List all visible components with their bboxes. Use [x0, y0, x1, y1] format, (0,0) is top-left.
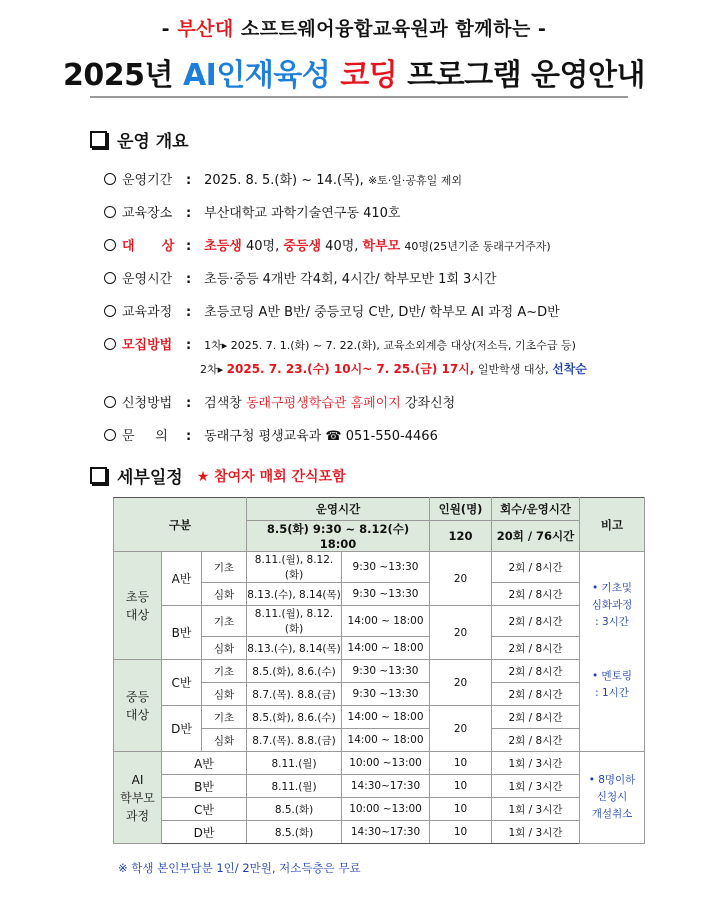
schedule-table — [113, 497, 645, 844]
remark-parent: • 8명이하 신청시 개설취소 — [580, 752, 645, 844]
table-row — [114, 798, 645, 821]
target-elementary: 초등생 — [204, 239, 242, 254]
checkbox-square-icon — [90, 467, 107, 484]
sessions-cell: 1회 / 3시간 — [492, 775, 580, 798]
dates-cell: 8.5.(화) — [247, 798, 342, 821]
people-cell: 20 — [430, 706, 492, 752]
people-cell: 20 — [430, 660, 492, 706]
sessions-cell: 2회 / 8시간 — [492, 606, 580, 637]
class-cell: B반 — [162, 606, 202, 660]
dates-cell: 8.5.(화), 8.6.(수) — [247, 706, 342, 729]
header-sessions: 회수/운영시간 — [492, 498, 580, 521]
dates-cell: 8.7.(목). 8.8.(금) — [247, 729, 342, 752]
time-cell: 10:00 ~13:00 — [342, 798, 430, 821]
header-category: 구분 — [114, 498, 247, 552]
schedule-heading — [90, 463, 346, 488]
dates-cell: 8.5.(화), 8.6.(수) — [247, 660, 342, 683]
people-cell: 20 — [430, 552, 492, 606]
overview-time: 운영시간 : 초등·중등 4개반 각4회, 4시간/ 학부모반 1회 3시간 — [104, 268, 496, 287]
label: 교육장소 — [122, 206, 173, 221]
footnote: ※ 학생 본인부담분 1인/ 2만원, 저소득층은 무료 — [118, 861, 361, 875]
level-cell: 기초 — [202, 606, 247, 637]
overview-apply: 신청방법 : 검색창 동래구평생학습관 홈페이지 강좌신청 — [104, 392, 455, 411]
subtitle-university: 부산대 — [177, 18, 234, 40]
table-row — [114, 752, 645, 775]
table-row — [114, 706, 645, 729]
bullet-circle-icon — [104, 206, 116, 218]
group-elementary: 초등 대상 — [114, 552, 162, 660]
header-sessions-total: 20회 / 76시간 — [492, 521, 580, 552]
value: 2025. 8. 5.(화) ~ 14.(목), — [204, 173, 364, 188]
time-cell: 9:30 ~13:30 — [342, 552, 430, 583]
level-cell: 기초 — [202, 660, 247, 683]
overview-target: 대 상 : 초등생 40명, 중등생 40명, 학부모 40명(25년기준 동래구거주자) — [104, 235, 551, 254]
people-cell: 10 — [430, 775, 492, 798]
target-parent: 학부모 — [362, 239, 401, 254]
time-cell: 9:30 ~13:30 — [342, 683, 430, 706]
class-cell: D반 — [162, 821, 247, 844]
time-cell: 14:00 ~ 18:00 — [342, 606, 430, 637]
sessions-cell: 2회 / 8시간 — [492, 683, 580, 706]
value: 초등코딩 A반 B반/ 중등코딩 C반, D반/ 학부모 AI 과정 A~D반 — [204, 305, 560, 320]
title-rest: 프로그램 운영안내 — [407, 58, 645, 93]
checkbox-square-icon — [90, 131, 107, 148]
time-cell: 14:30~17:30 — [342, 775, 430, 798]
time-cell: 14:00 ~ 18:00 — [342, 706, 430, 729]
overview-heading — [90, 127, 189, 152]
class-cell: C반 — [162, 660, 202, 706]
title-ai: AI인재육성 — [182, 58, 331, 93]
overview-heading-text: 운영 개요 — [117, 132, 189, 152]
time-cell: 9:30 ~13:30 — [342, 660, 430, 683]
class-cell: B반 — [162, 775, 247, 798]
bullet-circle-icon — [104, 173, 116, 185]
level-cell: 심화 — [202, 637, 247, 660]
bullet-circle-icon — [104, 396, 116, 408]
label: 운영시간 — [122, 272, 173, 287]
dates-cell: 8.11.(월) — [247, 775, 342, 798]
sessions-cell: 1회 / 3시간 — [492, 752, 580, 775]
dates-cell: 8.13.(수), 8.14(목) — [247, 583, 342, 606]
time-cell: 14:30~17:30 — [342, 821, 430, 844]
schedule-heading-note: ★ 참여자 매회 간식포함 — [196, 468, 346, 485]
header-people: 인원(명) — [430, 498, 492, 521]
bullet-circle-icon — [104, 305, 116, 317]
overview-place: 교육장소 : 부산대학교 과학기술연구동 410호 — [104, 202, 400, 221]
header-time-range: 8.5(화) 9:30 ~ 8.12(수) 18:00 — [247, 521, 430, 552]
subtitle-text: 소프트웨어융합교육원과 함께하는 — [240, 18, 531, 40]
bullet-circle-icon — [104, 338, 116, 350]
time-cell: 14:00 ~ 18:00 — [342, 729, 430, 752]
value: 초등·중등 4개반 각4회, 4시간/ 학부모반 1회 3시간 — [204, 272, 497, 287]
target-middle: 중등생 — [283, 239, 322, 254]
title-year: 2025년 — [63, 58, 174, 93]
label: 대 상 — [122, 239, 175, 254]
apply-homepage: 동래구평생학습관 홈페이지 — [245, 396, 401, 411]
time-cell: 10:00 ~13:00 — [342, 752, 430, 775]
level-cell: 심화 — [202, 729, 247, 752]
level-cell: 심화 — [202, 683, 247, 706]
class-cell: A반 — [162, 552, 202, 606]
level-cell: 기초 — [202, 552, 247, 583]
overview-contact: 문 의 : 동래구청 평생교육과 ☎ 051-550-4466 — [104, 425, 438, 444]
dates-cell: 8.5.(화) — [247, 821, 342, 844]
dates-cell: 8.13.(수), 8.14(목) — [247, 637, 342, 660]
note: ※토·일·공휴일 제외 — [367, 174, 463, 187]
label: 신청방법 — [122, 396, 173, 411]
class-cell: D반 — [162, 706, 202, 752]
label: 문 의 — [122, 429, 168, 444]
sessions-cell: 2회 / 8시간 — [492, 552, 580, 583]
dates-cell: 8.11.(월), 8.12.(화) — [247, 606, 342, 637]
people-cell: 10 — [430, 798, 492, 821]
value: 동래구청 평생교육과 ☎ 051-550-4466 — [204, 429, 438, 444]
overview-course: 교육과정 : 초등코딩 A반 B반/ 중등코딩 C반, D반/ 학부모 AI 과정 A~D반 — [104, 301, 560, 320]
label: 교육과정 — [122, 305, 173, 320]
bullet-circle-icon — [104, 239, 116, 251]
dates-cell: 8.11.(월), 8.12.(화) — [247, 552, 342, 583]
sessions-cell: 2회 / 8시간 — [492, 583, 580, 606]
label: 모집방법 — [122, 338, 173, 353]
class-cell: C반 — [162, 798, 247, 821]
bullet-circle-icon — [104, 429, 116, 441]
table-row — [114, 660, 645, 683]
overview-period: 운영기간 : 2025. 8. 5.(화) ~ 14.(목), ※토·일·공휴일 제외 — [104, 169, 462, 188]
dates-cell: 8.7.(목). 8.8.(금) — [247, 683, 342, 706]
overview-recruit: 모집방법 : 1차▸ 2025. 7. 1.(화) ~ 7. 22.(화), 교육소외계층 대상(저소득, 기초수급 등) — [104, 334, 576, 353]
header-time: 운영시간 — [247, 498, 430, 521]
bullet-circle-icon — [104, 272, 116, 284]
header-remark: 비고 — [580, 498, 645, 552]
remark-children-1: • 기초및 심화과정 : 3시간 — [580, 552, 645, 660]
group-middle: 중등 대상 — [114, 660, 162, 752]
schedule-heading-text: 세부일정 — [117, 468, 183, 488]
sessions-cell: 2회 / 8시간 — [492, 637, 580, 660]
subtitle — [0, 14, 708, 41]
people-cell: 10 — [430, 752, 492, 775]
header-people-total: 120 — [430, 521, 492, 552]
recruit-second: 2차▸ 2025. 7. 23.(수) 10시~ 7. 25.(금) 17시, 일반학생 대상, 선착순 — [200, 362, 587, 376]
title-coding: 코딩 — [340, 58, 398, 93]
time-cell: 9:30 ~13:30 — [342, 583, 430, 606]
page-title — [0, 50, 708, 94]
group-parent: AI 학부모 과정 — [114, 752, 162, 844]
dates-cell: 8.11.(월) — [247, 752, 342, 775]
table-header-row — [114, 498, 645, 521]
people-cell: 10 — [430, 821, 492, 844]
subtitle-dash: - — [161, 18, 171, 40]
subtitle-dash: - — [537, 18, 547, 40]
title-divider — [90, 96, 628, 98]
sessions-cell: 2회 / 8시간 — [492, 660, 580, 683]
level-cell: 심화 — [202, 583, 247, 606]
table-row — [114, 775, 645, 798]
time-cell: 14:00 ~ 18:00 — [342, 637, 430, 660]
value: 부산대학교 과학기술연구동 410호 — [204, 206, 401, 221]
level-cell: 기초 — [202, 706, 247, 729]
recruit-first: 1차▸ 2025. 7. 1.(화) ~ 7. 22.(화), 교육소외계층 대상(저소득, 기초수급 등) — [204, 339, 576, 352]
sessions-cell: 1회 / 3시간 — [492, 821, 580, 844]
table-row — [114, 821, 645, 844]
table-row — [114, 606, 645, 637]
sessions-cell: 2회 / 8시간 — [492, 706, 580, 729]
class-cell: A반 — [162, 752, 247, 775]
sessions-cell: 1회 / 3시간 — [492, 798, 580, 821]
remark-children-2: • 멘토링 : 1시간 — [580, 660, 645, 752]
sessions-cell: 2회 / 8시간 — [492, 729, 580, 752]
label: 운영기간 — [122, 173, 173, 188]
table-row — [114, 552, 645, 583]
people-cell: 20 — [430, 606, 492, 660]
